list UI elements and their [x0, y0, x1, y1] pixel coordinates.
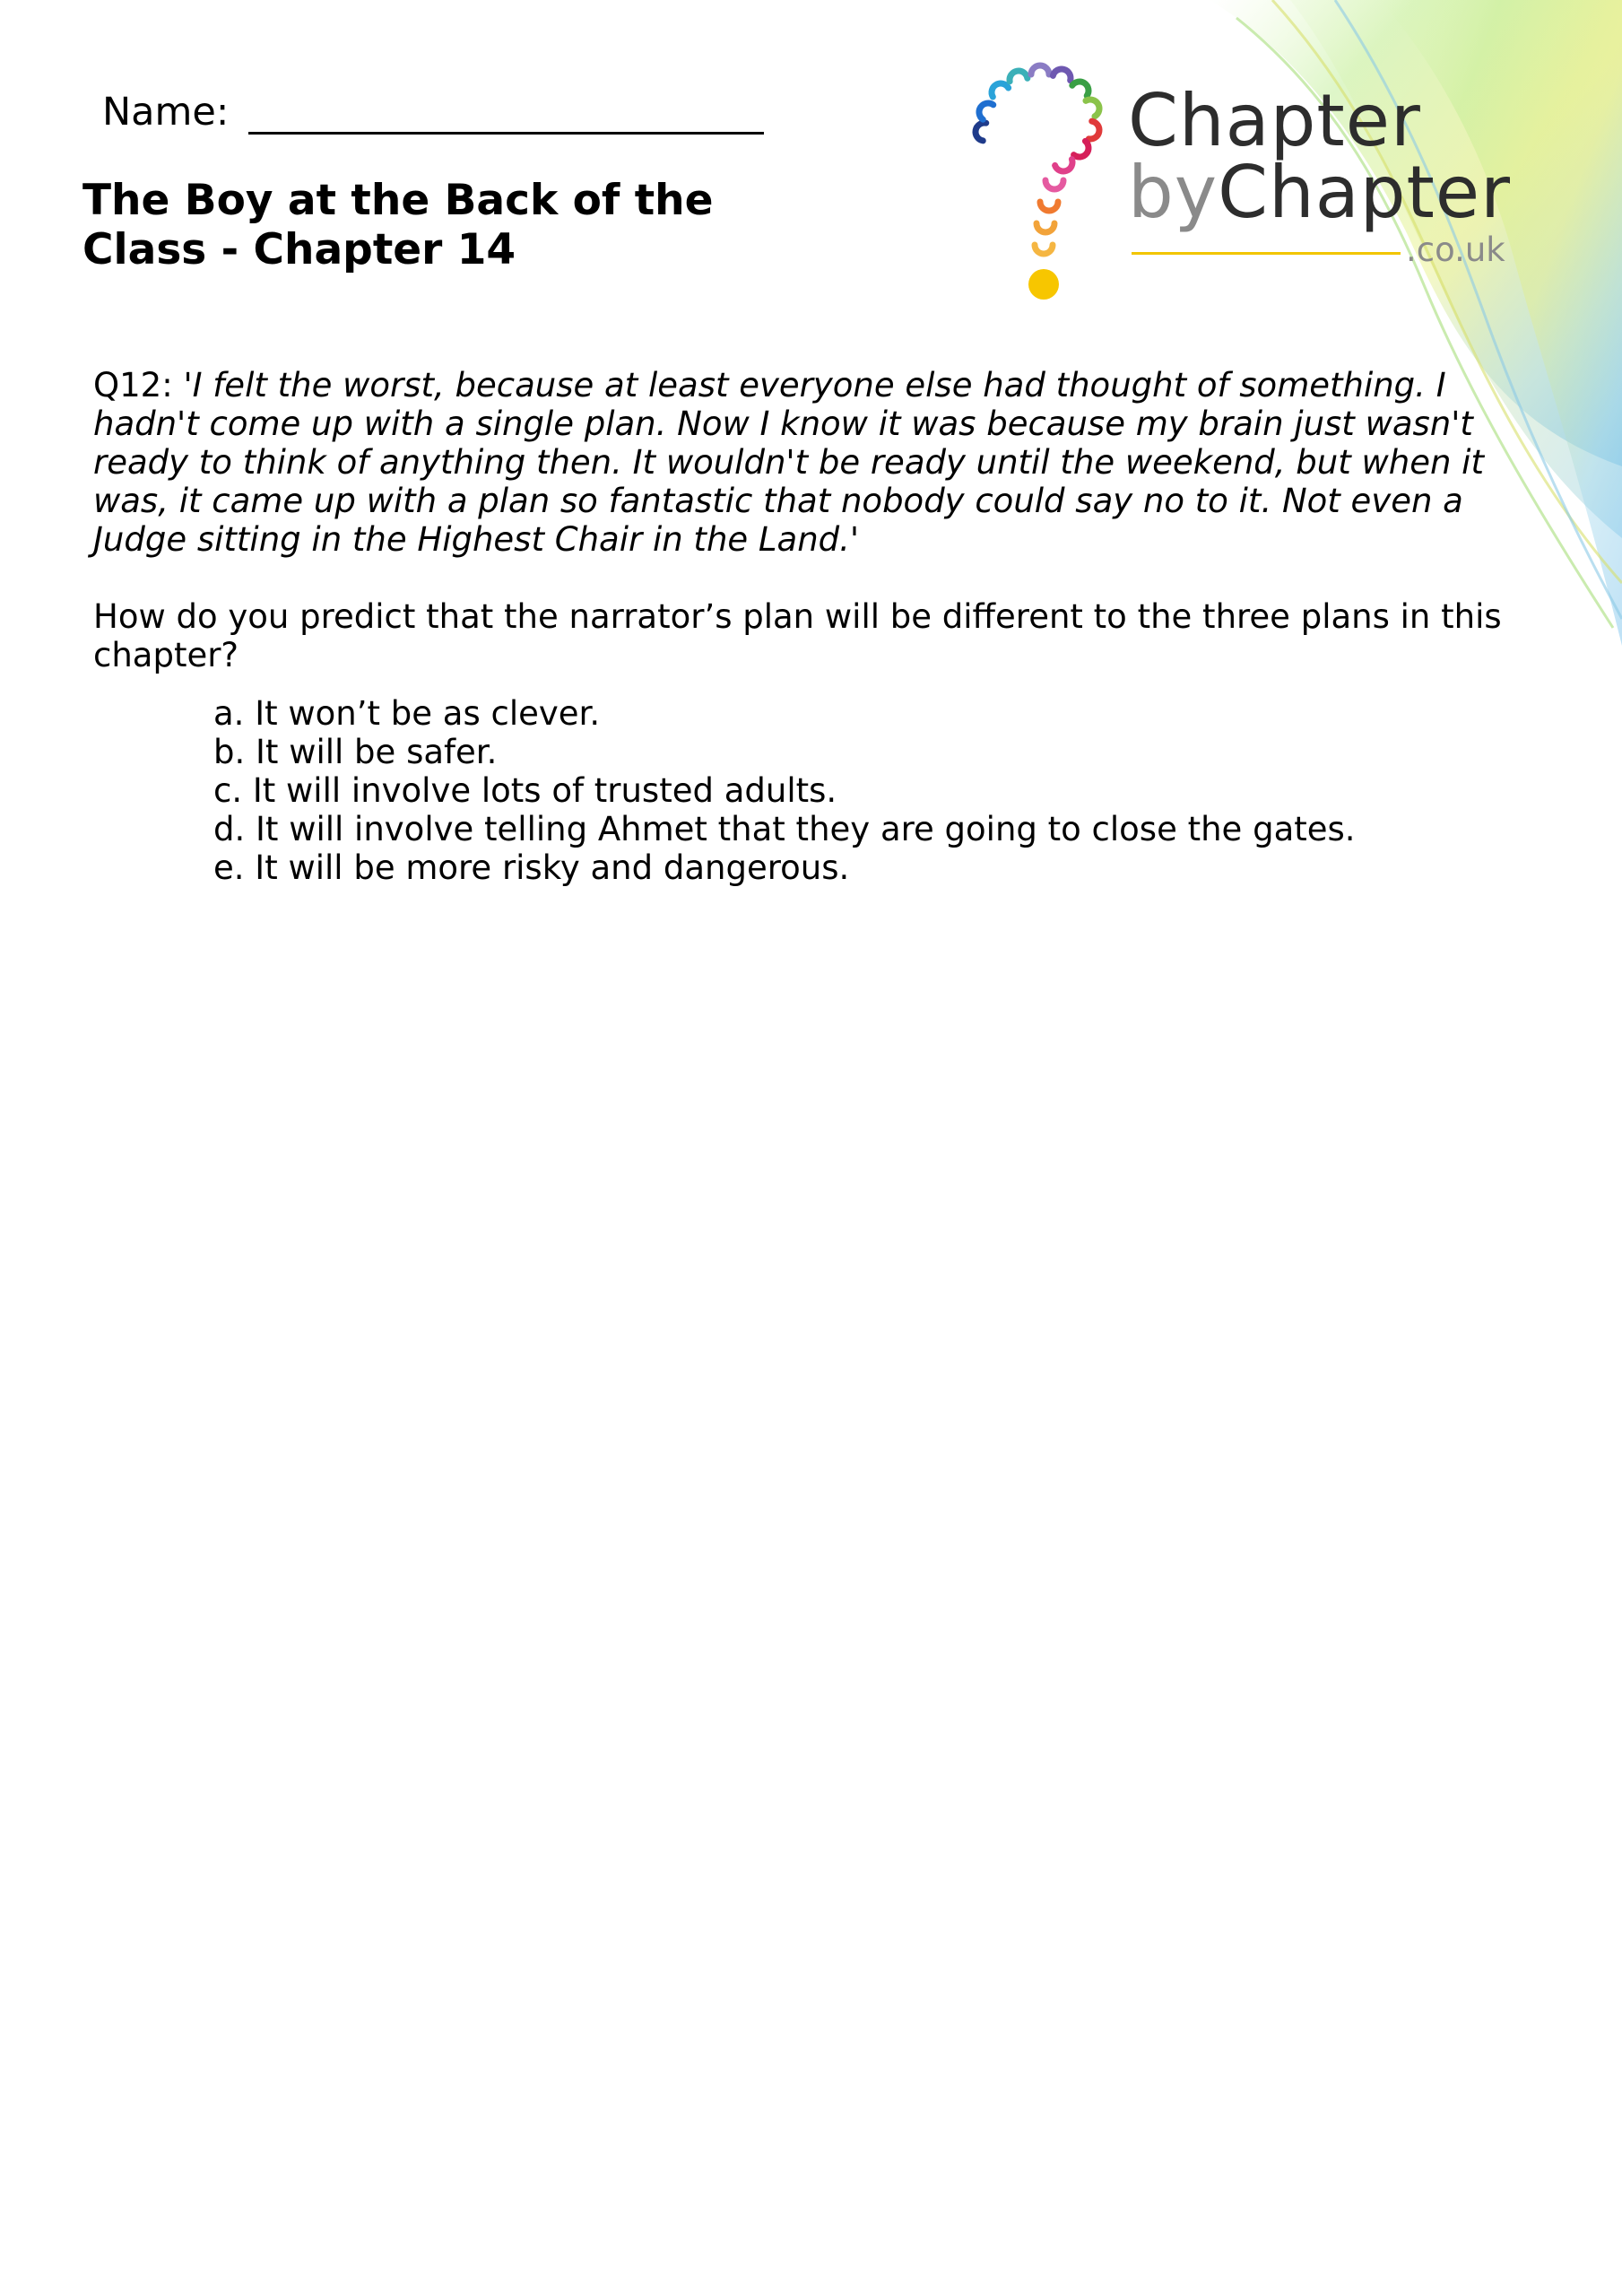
- worksheet-title: The Boy at the Back of the Class - Chapter 14: [82, 176, 714, 274]
- logo-text-chapter-2: Chapter: [1218, 151, 1511, 234]
- logo-text-bychapter: [1128, 151, 1511, 234]
- logo-domain: .co.uk: [1406, 230, 1505, 269]
- question-quote: 'I felt the worst, because at least everyone else had thought of something. I hadn't come up with a single plan. Now I know it was because my brain just wasn't ready to think of anything then. It wouldn't be ready until the weekend, but when it was, it came up with a plan so fantastic that nobody could say no to it. Not even a Judge sitting in the Highest Chair in the Land.': [93, 366, 1484, 559]
- logo-text-chapter: Chapter: [1128, 79, 1421, 162]
- answer-option[interactable]: c. It will involve lots of trusted adults.: [213, 771, 837, 810]
- name-label: Name:: [102, 90, 230, 135]
- answer-options: [93, 694, 1510, 887]
- name-write-line[interactable]: [248, 91, 764, 135]
- logo-underline: [1132, 252, 1401, 255]
- question-quote-paragraph: [93, 366, 1510, 559]
- question-prompt: How do you predict that the narrator’s plan will be different to the three plans in this chapter?: [93, 597, 1502, 674]
- question-block: [93, 366, 1510, 887]
- question-mark-books-icon: [959, 49, 1121, 309]
- answer-option[interactable]: b. It will be safer.: [213, 733, 498, 771]
- chapter-by-chapter-logo: [959, 49, 1533, 318]
- name-row: [102, 90, 764, 135]
- answer-option[interactable]: e. It will be more risky and dangerous.: [213, 848, 850, 887]
- answer-option[interactable]: d. It will involve telling Ahmet that they are going to close the gates.: [213, 810, 1356, 848]
- question-number: Q12:: [93, 366, 173, 404]
- answer-option[interactable]: a. It won’t be as clever.: [213, 694, 601, 733]
- logo-text-by: by: [1128, 151, 1219, 234]
